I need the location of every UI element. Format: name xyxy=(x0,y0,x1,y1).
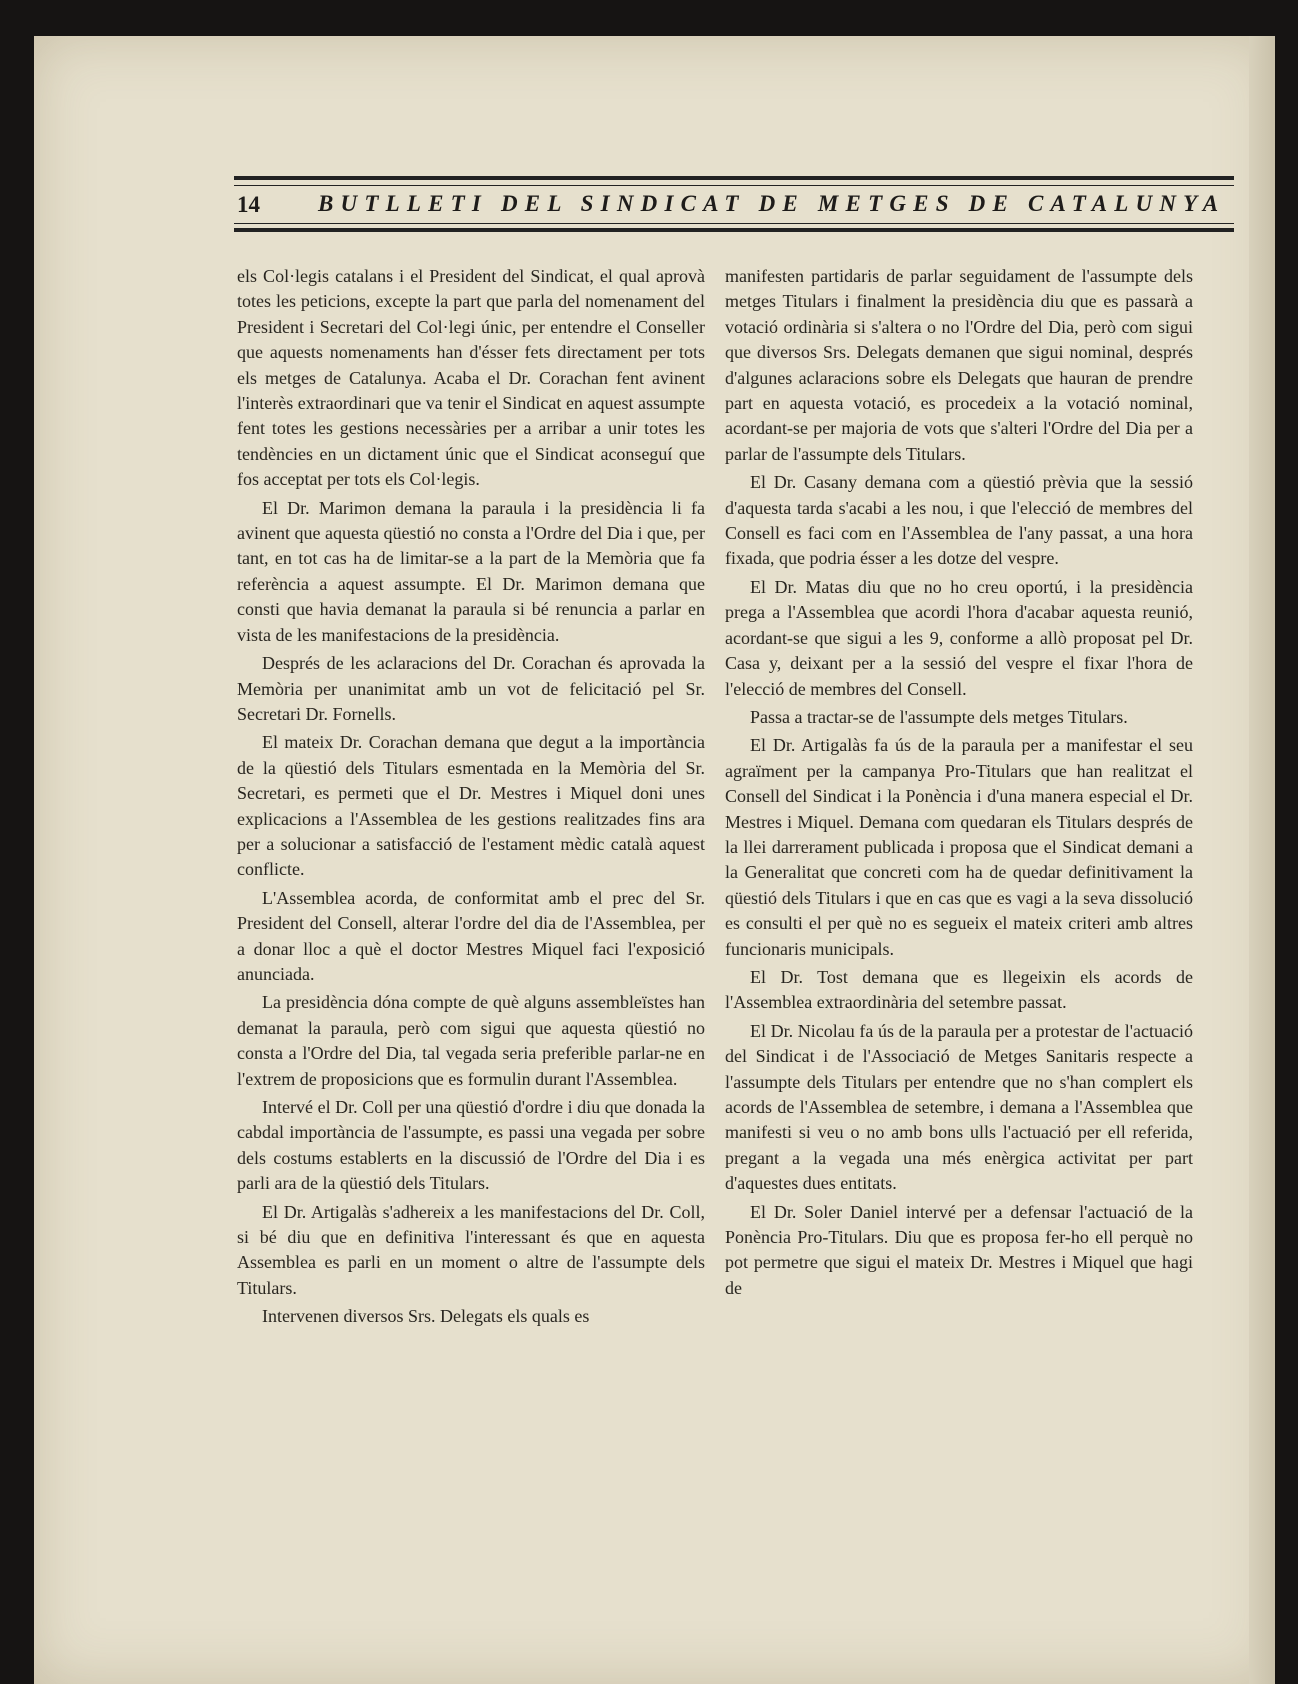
paragraph: Després de les aclaracions del Dr. Corachan és aprovada la Memòria per unanimitat amb un vot de felicitació pel Sr. Secretari Dr. Fornells. xyxy=(237,653,705,724)
paragraph: El Dr. Tost demana que es llegeixin els acords de l'Assemblea extraordinària del setembre passat. xyxy=(725,966,1193,1013)
right-column xyxy=(725,264,1193,1301)
paragraph: La presidència dóna compte de què alguns assembleïstes han demanat la paraula, però com sigui que aquesta qüestió no consta a l'Ordre del Dia, tal vegada seria preferible parlar-ne en l'extrem de proposicions que es formulin durant l'Assemblea. xyxy=(237,992,705,1089)
paragraph: Intervé el Dr. Coll per una qüestió d'ordre i diu que donada la cabdal importància de l'assumpte, es passi una vegada per sobre dels costums establerts en la discussió de l'Ordre del Dia i es parli ara de la qüestió dels Titulars. xyxy=(237,1097,705,1194)
paragraph: Passa a tractar-se de l'assumpte dels metges Titulars. xyxy=(750,706,1128,727)
paragraph: El Dr. Artigalàs fa ús de la paraula per a manifestar el seu agraïment per la campanya Pro-Titulars que han realitzat el Consell del Sindicat i la Ponència i d'una manera especial el Dr. Mestres i Miquel. Demana com quedaran els Titulars després de la llei darrerament publicada i proposa que el Sindicat demani a la Generalitat que concreti com ha de quedar definitivament la qüestió dels Titulars i que en cas que es vagi a la seva dissolució es consulti el per què no es segueix el mateix criteri amb altres funcionaris municipals. xyxy=(725,735,1193,959)
paragraph: els Col·legis catalans i el President del Sindicat, el qual aprovà totes les peticions, excepte la part que parla del nomenament del President i Secretari del Col·legi únic, per entendre el Conseller que aquests nomenaments han d'ésser fets directament per tots els metges de Catalunya. Acaba el Dr. Corachan fent avinent l'interès extraordinari que va tenir el Sindicat en aquest assumpte fent totes les gestions necessàries per a arribar a unir totes les tendències en un dictament únic que el Sindicat aconseguí que fos acceptat per tots els Col·legis. xyxy=(237,266,705,490)
paragraph: El Dr. Matas diu que no ho creu oportú, i la presidència prega a l'Assemblea que acordi l'hora d'acabar aquesta reunió, acordant-se que sigui a les 9, conforme a allò proposat pel Dr. Casa y, deixant per a la sessió del vespre el fixar l'hora de l'elecció de membres del Consell. xyxy=(725,576,1193,699)
paragraph: El Dr. Marimon demana la paraula i la presidència li fa avinent que aquesta qüestió no consta a l'Ordre del Dia i que, per tant, en tot cas ha de limitar-se a la part de la Memòria que fa referència a aquest assumpte. El Dr. Marimon demana que consti que havia demanat la paraula si bé renuncia a parlar en vista de les manifestacions de la presidència. xyxy=(237,497,705,645)
header-rule xyxy=(234,223,1234,224)
paragraph: L'Assemblea acorda, de conformitat amb el prec del Sr. President del Consell, alterar l'ordre del dia de l'Assemblea, per a donar lloc a què el doctor Mestres Miquel faci l'exposició anunciada. xyxy=(237,887,705,984)
header-rule xyxy=(234,228,1234,232)
page-header xyxy=(234,140,1234,242)
paragraph: El Dr. Artigalàs s'adhereix a les manifestacions del Dr. Coll, si bé diu que en definitiva l'interessant és que en aquesta Assemblea es parli en un moment o altre de l'assumpte dels Titulars. xyxy=(237,1201,705,1298)
paragraph: El mateix Dr. Corachan demana que degut a la importància de la qüestió dels Titulars esmentada en la Memòria del Sr. Secretari, es permeti que el Dr. Mestres i Miquel doni unes explicacions a l'Assemblea de les gestions realitzades fins ara per a solucionar a satisfacció de l'estament mèdic català aquest conflicte. xyxy=(237,732,705,880)
header-rule xyxy=(234,185,1234,186)
scanned-page xyxy=(34,36,1275,1684)
running-title: BUTLLETI DEL SINDICAT DE METGES DE CATALUNYA xyxy=(318,191,1226,216)
paragraph: manifesten partidaris de parlar seguidament de l'assumpte dels metges Titulars i finalment la presidència diu que es passarà a votació ordinària si s'altera o no l'Ordre del Dia, però com sigui que diversos Srs. Delegats demanen que sigui nominal, després d'algunes aclaracions sobre els Delegats que hauran de prendre part en aquesta votació, es procedeix a la votació nominal, acordant-se per majoria de vots que s'alteri l'Ordre del Dia per a parlar de l'assumpte dels Titulars. xyxy=(725,266,1193,464)
header-rule xyxy=(234,176,1234,180)
paragraph: Intervenen diversos Srs. Delegats els quals es xyxy=(262,1306,590,1327)
left-column xyxy=(237,264,705,1330)
page-edge xyxy=(1249,36,1275,1684)
page-number: 14 xyxy=(237,192,260,217)
paragraph: El Dr. Nicolau fa ús de la paraula per a protestar de l'actuació del Sindicat i de l'Associació de Metges Sanitaris respecte a l'assumpte dels Titulars per entendre que no s'han complert els acords de l'Assemblea de setembre, i demana a l'Assemblea que manifesti si veu o no amb bons ulls l'actuació per ell referida, pregant a la vegada una més enèrgica activitat per part d'aquestes dues entitats. xyxy=(725,1020,1193,1194)
paragraph: El Dr. Casany demana com a qüestió prèvia que la sessió d'aquesta tarda s'acabi a les nou, i que l'elecció de membres del Consell es faci com en l'Assemblea de l'any passat, a una hora fixada, que podria ésser a les dotze del vespre. xyxy=(725,472,1193,569)
paragraph: El Dr. Soler Daniel intervé per a defensar l'actuació de la Ponència Pro-Titulars. Diu que es proposa fer-ho ell perquè no pot permetre que sigui el mateix Dr. Mestres i Miquel que hagi de xyxy=(725,1201,1193,1298)
